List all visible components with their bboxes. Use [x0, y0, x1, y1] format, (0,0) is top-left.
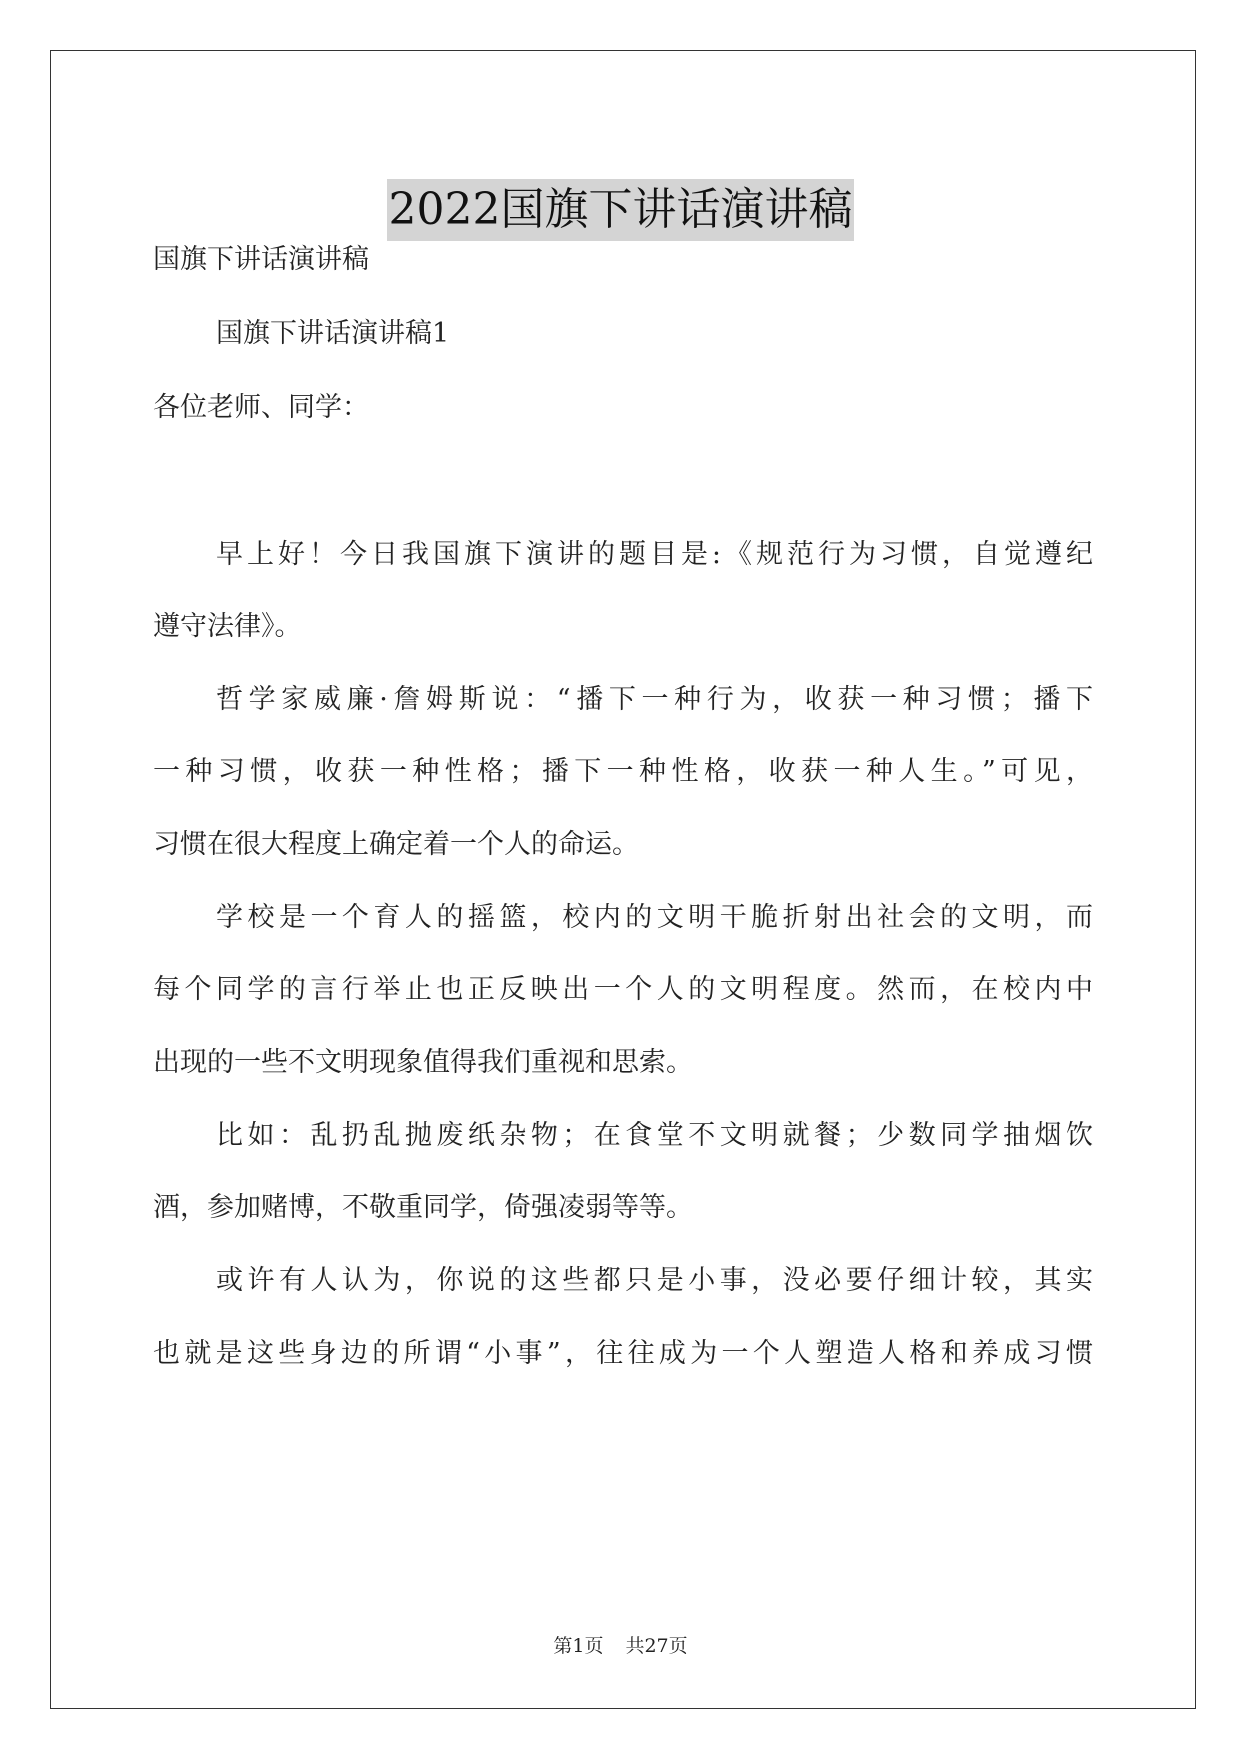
- paragraph-line: 也就是这些身边的所谓“小事”，往往成为一个人塑造人格和养成习惯: [153, 1338, 1093, 1369]
- paragraph-line: 一种习惯，收获一种性格；播下一种性格，收获一种人生。”可见，: [153, 756, 1093, 787]
- subtitle: 国旗下讲话演讲稿: [153, 244, 369, 275]
- document-title: 2022国旗下讲话演讲稿: [387, 179, 855, 241]
- paragraph-line: 或许有人认为，你说的这些都只是小事，没必要仔细计较，其实: [216, 1265, 1093, 1296]
- paragraph-line: 学校是一个育人的摇篮，校内的文明干脆折射出社会的文明，而: [216, 902, 1093, 933]
- paragraph-line: 酒，参加赌博，不敬重同学，倚强凌弱等等。: [153, 1192, 693, 1223]
- page-total: 共27页: [625, 1635, 688, 1657]
- paragraph-line: 遵守法律》。: [153, 611, 302, 642]
- paragraph-line: 哲学家威廉·詹姆斯说：“播下一种行为，收获一种习惯；播下: [216, 684, 1093, 715]
- section-heading: 国旗下讲话演讲稿1: [216, 318, 450, 349]
- paragraph-line: 出现的一些不文明现象值得我们重视和思索。: [153, 1047, 693, 1078]
- paragraph-line: 每个同学的言行举止也正反映出一个人的文明程度。然而，在校内中: [153, 974, 1093, 1005]
- salutation: 各位老师、同学：: [153, 392, 369, 423]
- paragraph-line: 习惯在很大程度上确定着一个人的命运。: [153, 829, 639, 860]
- page-border: [50, 50, 1196, 1709]
- page-number: 第1页: [553, 1635, 604, 1657]
- paragraph-line: 比如：乱扔乱抛废纸杂物；在食堂不文明就餐；少数同学抽烟饮: [216, 1120, 1093, 1151]
- page-footer: [0, 1632, 1241, 1660]
- paragraph-line: 早上好！今日我国旗下演讲的题目是:《规范行为习惯，自觉遵纪: [216, 539, 1093, 570]
